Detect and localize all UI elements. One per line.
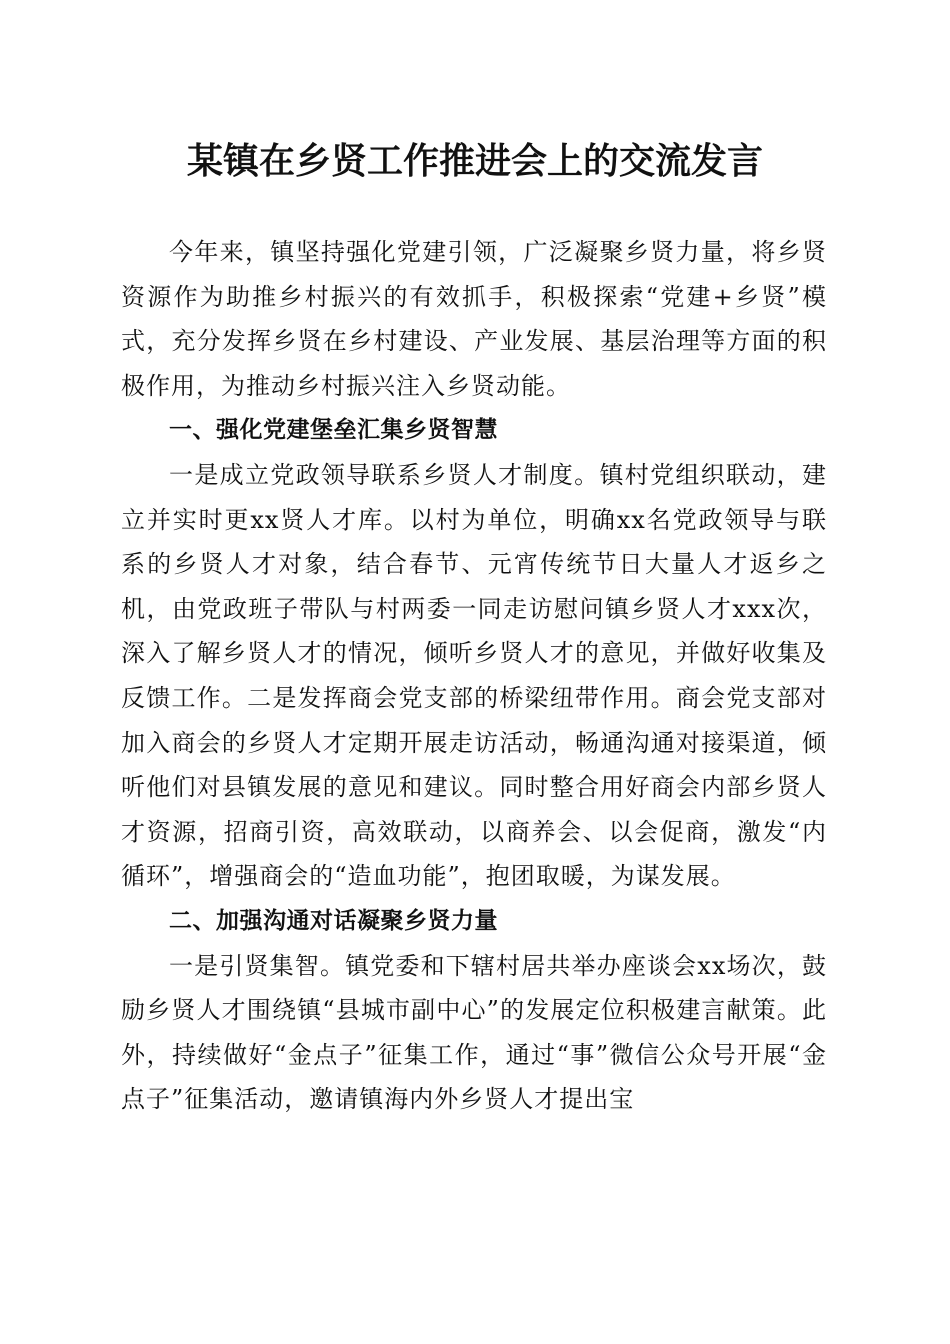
section-heading-2: 二、加强沟通对话凝聚乡贤力量 bbox=[169, 907, 498, 934]
document-body bbox=[121, 230, 827, 1122]
intro-paragraph: 今年来，镇坚持强化党建引领，广泛凝聚乡贤力量，将乡贤资源作为助推乡村振兴的有效抓手，积极探索“党建+乡贤”模式，充分发挥乡贤在乡村建设、产业发展、基层治理等方面的积极作用，为推动乡村振兴注入乡贤动能。 bbox=[121, 238, 827, 400]
section-heading-1: 一、强化党建堡垒汇集乡贤智慧 bbox=[169, 417, 498, 444]
section-2-paragraph: 一是引贤集智。镇党委和下辖村居共举办座谈会xx场次，鼓励乡贤人才围绕镇“县城市副中心”的发展定位积极建言献策。此外，持续做好“金点子”征集工作，通过“事”微信公众号开展“金点子”征集活动，邀请镇海内外乡贤人才提出宝 bbox=[121, 951, 827, 1114]
section-1-paragraph: 一是成立党政领导联系乡贤人才制度。镇村党组织联动，建立并实时更xx贤人才库。以村为单位，明确xx名党政领导与联系的乡贤人才对象，结合春节、元宵传统节日大量人才返乡之机，由党政班子带队与村两委一同走访慰问镇乡贤人才xxx次，深入了解乡贤人才的情况，倾听乡贤人才的意见，并做好收集及反馈工作。二是发挥商会党支部的桥梁纽带作用。商会党支部对加入商会的乡贤人才定期开展走访活动，畅通沟通对接渠道，倾听他们对县镇发展的意见和建议。同时整合用好商会内部乡贤人才资源，招商引资，高效联动，以商养会、以会促商，激发“内循环”，增强商会的“造血功能”，抱团取暖，为谋发展。 bbox=[121, 460, 827, 891]
document-title: 某镇在乡贤工作推进会上的交流发言 bbox=[186, 140, 763, 182]
